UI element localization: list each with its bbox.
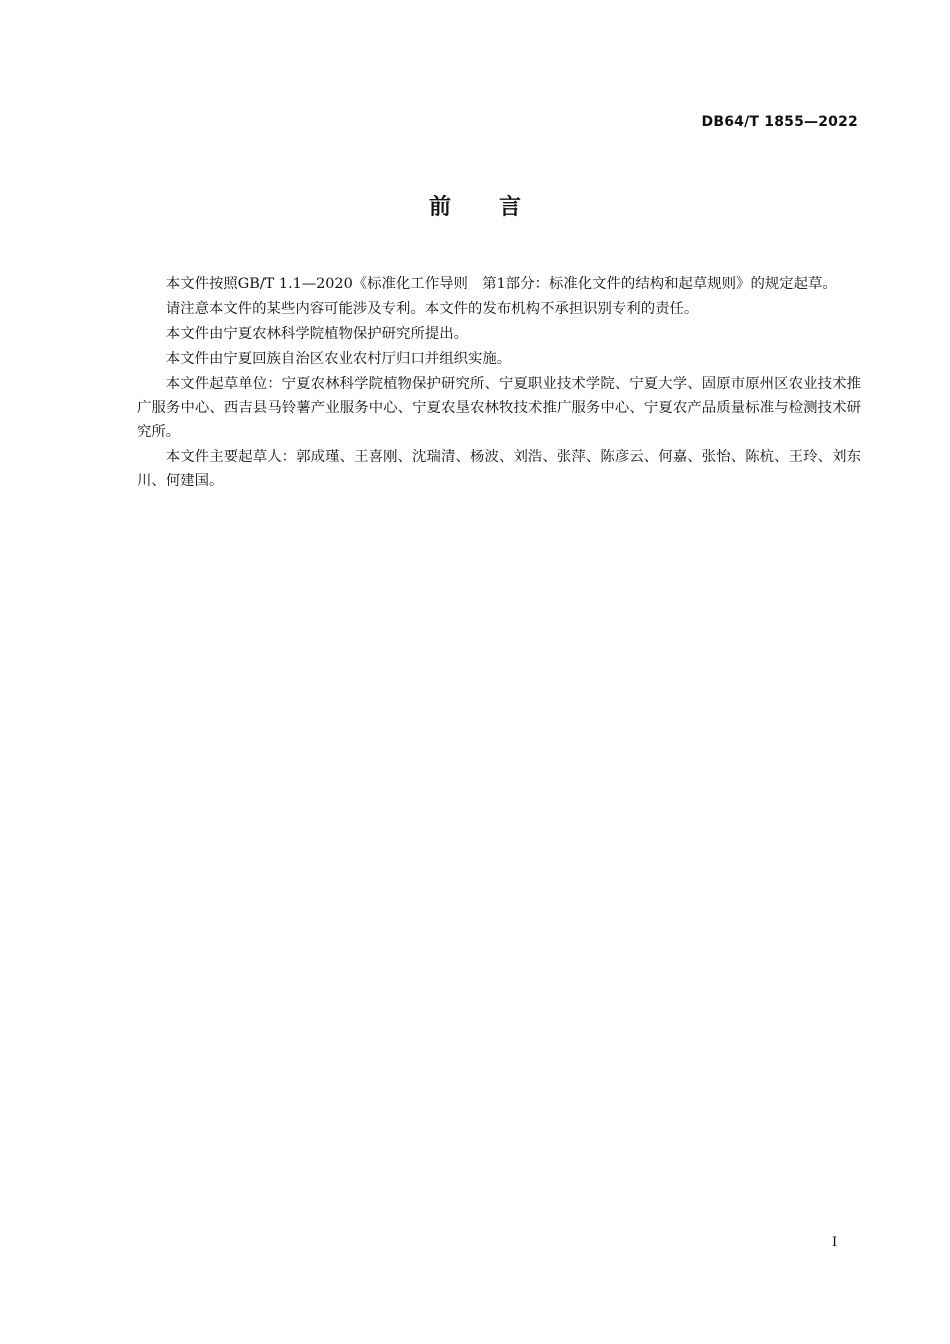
foreword-body <box>137 272 861 494</box>
paragraph-drafting-rules: 本文件按照GB/T 1.1—2020《标准化工作导则 第1部分：标准化文件的结构和起草规则》的规定起草。 <box>165 276 837 292</box>
paragraph-administrator: 本文件由宁夏回族自治区农业农村厅归口并组织实施。 <box>165 351 512 367</box>
paragraph-proposer: 本文件由宁夏农林科学院植物保护研究所提出。 <box>165 326 469 342</box>
page-number: I <box>832 1235 838 1250</box>
paragraph-drafters: 本文件主要起草人：郭成瑾、王喜刚、沈瑞清、杨波、刘浩、张萍、陈彦云、何嘉、张怡、陈杭、王玲、刘东川、何建国。 <box>137 449 861 489</box>
page-title: 前言 <box>428 195 569 220</box>
paragraph-drafting-units: 本文件起草单位：宁夏农林科学院植物保护研究所、宁夏职业技术学院、宁夏大学、固原市原州区农业技术推广服务中心、西吉县马铃薯产业服务中心、宁夏农垦农林牧技术推广服务中心、宁夏农产品质量标准与检测技术研究所。 <box>137 376 861 440</box>
paragraph-patent-notice: 请注意本文件的某些内容可能涉及专利。本文件的发布机构不承担识别专利的责任。 <box>165 301 699 317</box>
standard-code: DB64/T 1855—2022 <box>701 114 858 130</box>
